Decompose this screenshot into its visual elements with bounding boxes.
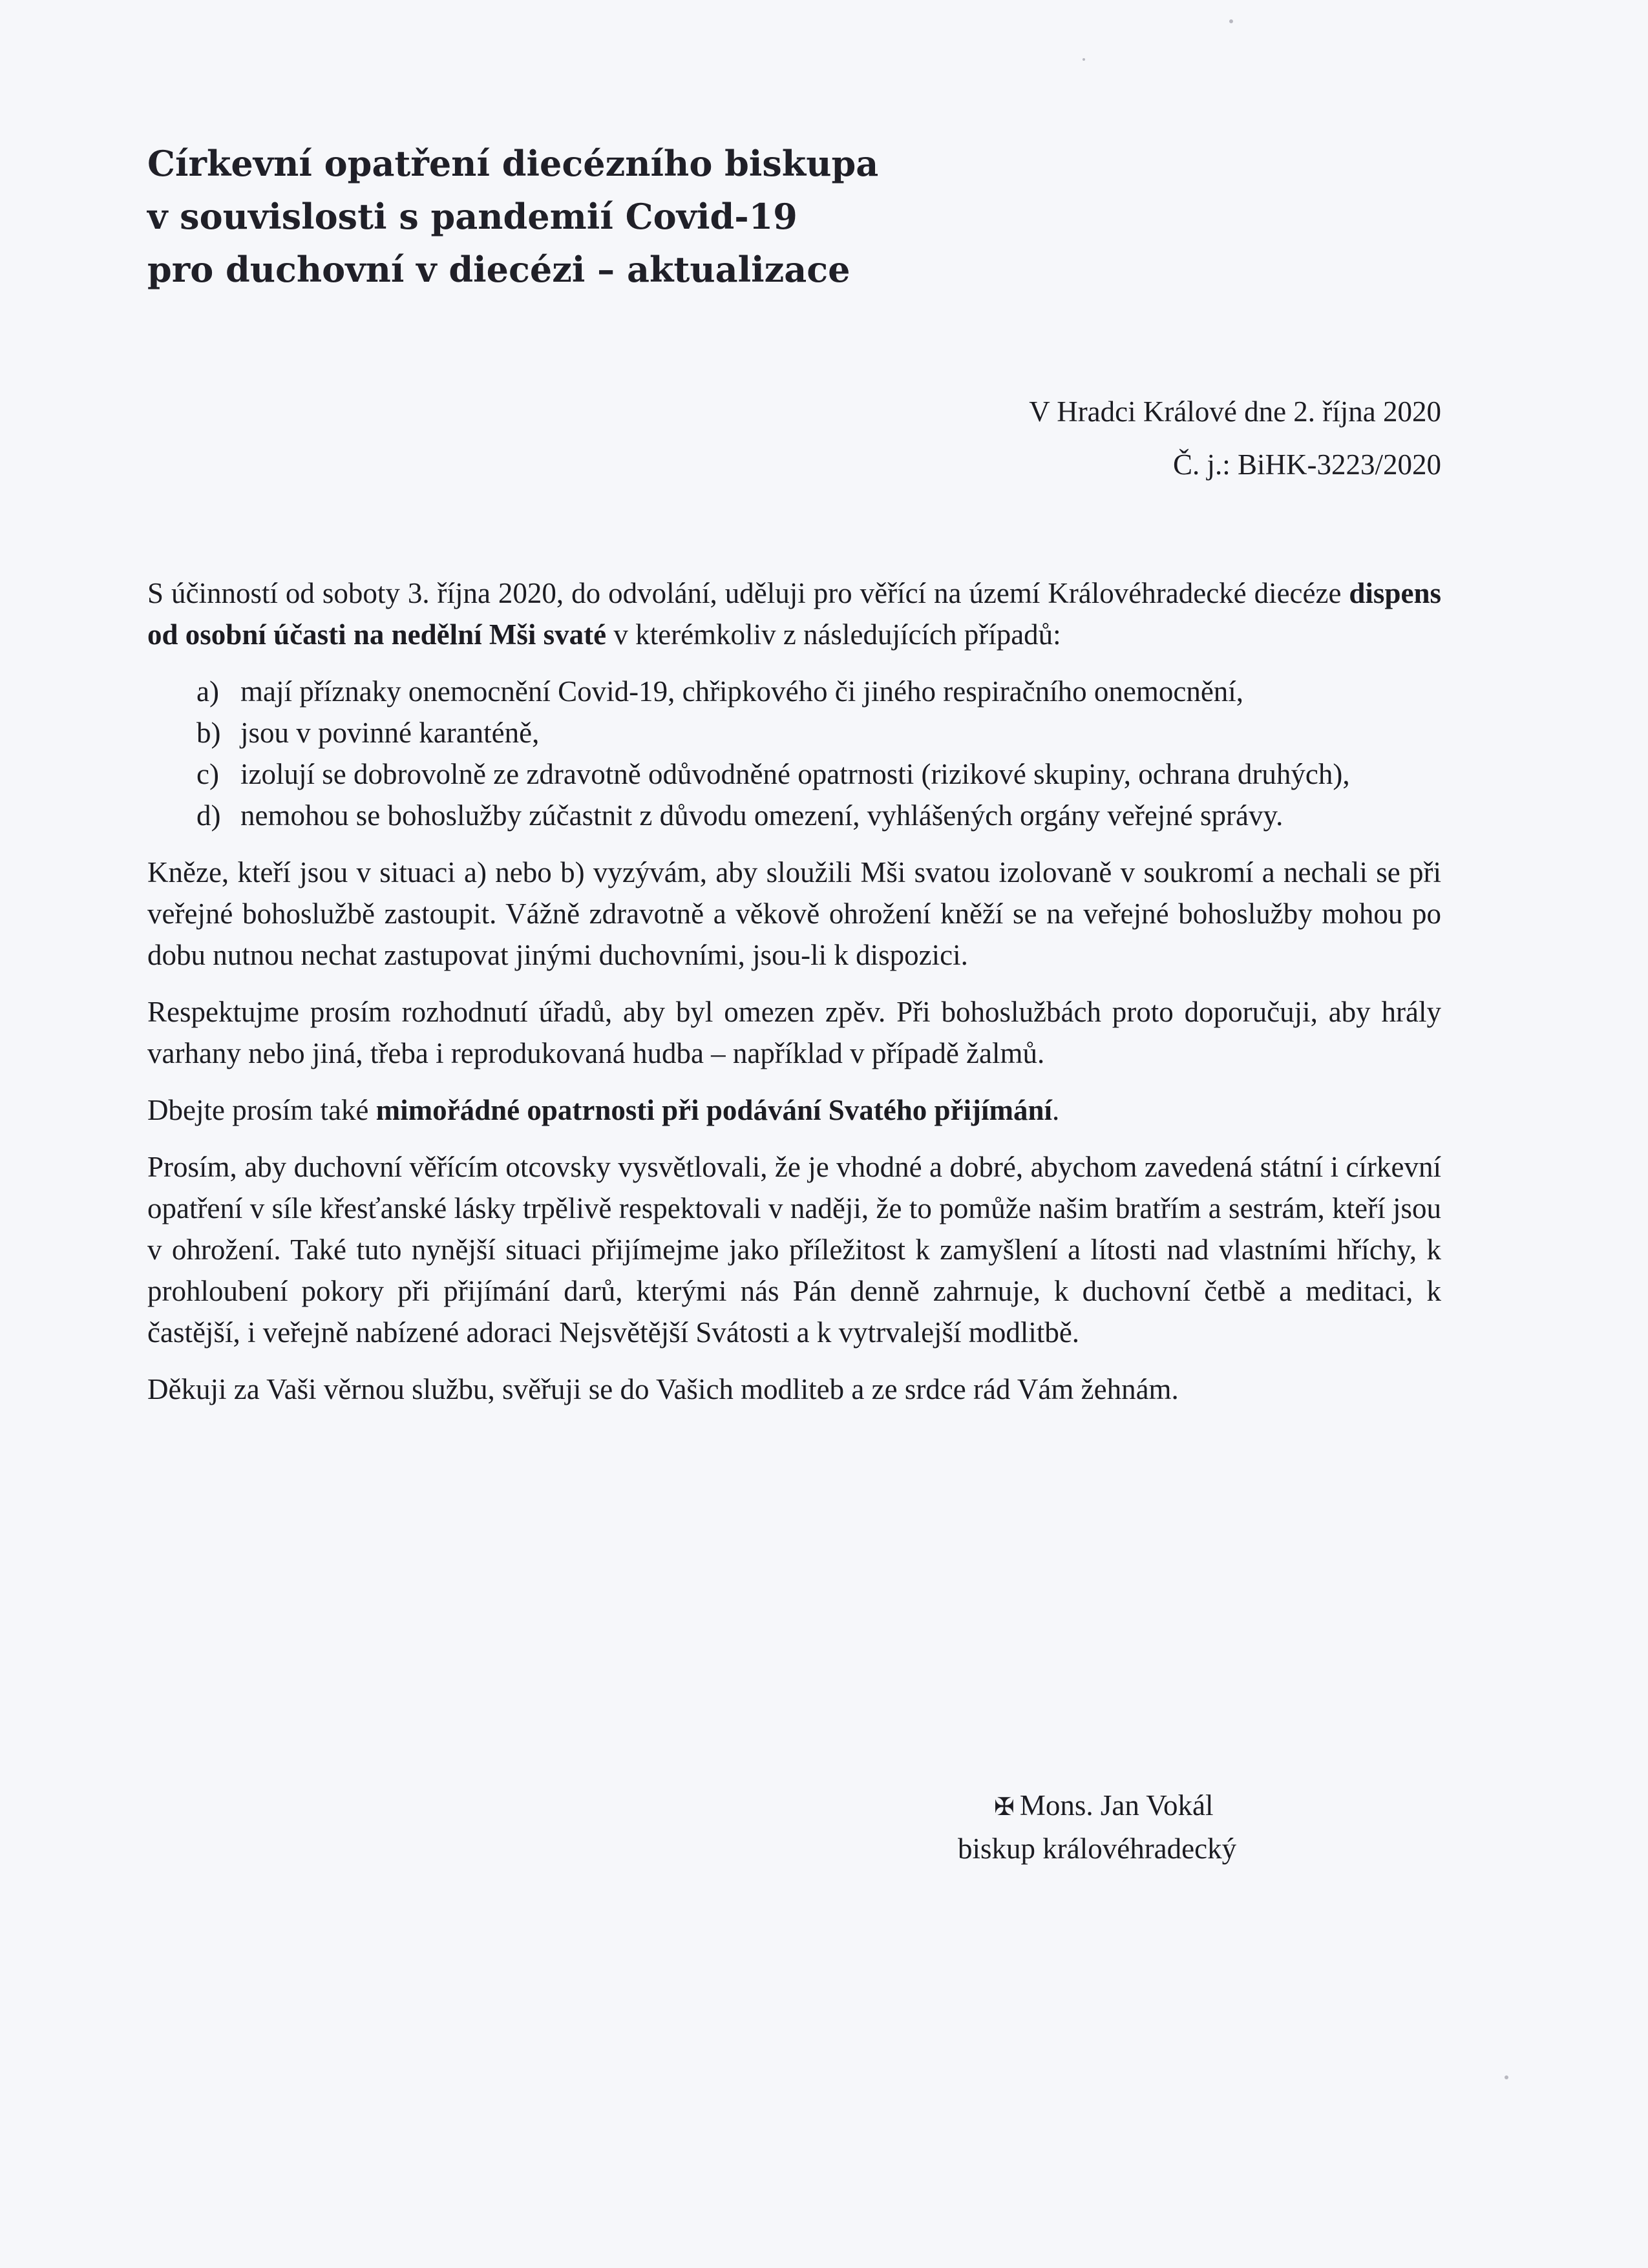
intro-bold: dispens od osobní účasti na nedělní Mši svaté xyxy=(147,577,1441,651)
cases-list xyxy=(147,671,1441,836)
list-item-label: b) xyxy=(196,717,221,749)
intro-paragraph xyxy=(147,572,1441,655)
list-item-text: jsou v povinné karanténě, xyxy=(240,717,540,749)
signature-name-line xyxy=(958,1785,1236,1828)
list-item-text: mají příznaky onemocnění Covid-19, chřipkového či jiného respiračního onemocnění, xyxy=(240,675,1244,708)
title-line-1: Církevní opatření diecézního biskupa xyxy=(147,143,879,184)
list-item-text: nemohou se bohoslužby zúčastnit z důvodu omezení, vyhlášených orgány veřejné správy. xyxy=(240,799,1284,832)
signature-role: biskup královéhradecký xyxy=(958,1832,1237,1865)
list-item-label: a) xyxy=(196,675,219,708)
list-item-label: d) xyxy=(196,799,221,832)
scan-speck xyxy=(1505,2075,1508,2079)
thanks-paragraph: Děkuji za Vaši věrnou službu, svěřuji se do Vašich modliteb a ze srdce rád Vám žehnám. xyxy=(147,1373,1179,1405)
intro-text-before: S účinností od soboty 3. října 2020, do odvolání, uděluji pro věřící na území Královéhradecké diecéze xyxy=(147,577,1349,609)
date-reference-block xyxy=(1029,385,1441,491)
title-line-2: v souvislosti s pandemií Covid-19 xyxy=(147,196,798,237)
letter-body xyxy=(147,572,1441,1425)
cross-icon: ✠ xyxy=(994,1794,1015,1821)
list-item-text: izolují se dobrovolně ze zdravotně odůvodněné opatrnosti (rizikové skupiny, ochrana druhých), xyxy=(240,758,1350,790)
singing-paragraph: Respektujme prosím rozhodnutí úřadů, aby byl omezen zpěv. Při bohoslužbách proto doporučuji, aby hrály varhany nebo jiná, třeba i reprodukovaná hudba – například v případě žalmů. xyxy=(147,996,1441,1069)
list-item xyxy=(147,753,1441,795)
list-item xyxy=(147,795,1441,836)
signature-block xyxy=(958,1785,1236,1869)
list-item xyxy=(147,712,1441,753)
list-item xyxy=(147,671,1441,712)
communion-paragraph xyxy=(147,1089,1441,1131)
communion-text-after: . xyxy=(1052,1094,1060,1126)
title-line-3: pro duchovní v diecézi – aktualizace xyxy=(147,249,850,290)
place-date: V Hradci Králové dne 2. října 2020 xyxy=(1029,395,1441,428)
scan-speck xyxy=(1083,58,1085,61)
intro-text-after: v kterémkoliv z následujících případů: xyxy=(606,618,1061,651)
explain-paragraph: Prosím, aby duchovní věřícím otcovsky vysvětlovali, že je vhodné a dobré, abychom zavedená státní i církevní opatření v síle křesťanské lásky trpělivě respektovali v naději, že to pomůže našim bratřím a sestrám, kteří jsou v ohrožení. Také tuto nynější situaci přijímejme jako příležitost k zamyšlení a lítosti nad vlastními hříchy, k prohloubení pokory při přijímání darů, kterými nás Pán denně zahrnuje, k duchovní četbě a meditaci, k častější, i veřejně nabízené adoraci Nejsvětější Svátosti a k vytrvalejší modlitbě. xyxy=(147,1151,1441,1349)
communion-bold: mimořádné opatrnosti při podávání Svatého přijímání xyxy=(375,1094,1052,1126)
communion-text-before: Dbejte prosím také xyxy=(147,1094,376,1126)
priests-paragraph: Kněze, kteří jsou v situaci a) nebo b) vyzývám, aby sloužili Mši svatou izolovaně v soukromí a nechali se při veřejné bohoslužbě zastoupit. Vážně zdravotně a věkově ohrožení kněží se na veřejné bohoslužby mohou po dobu nutnou nechat zastupovat jinými duchovními, jsou-li k dispozici. xyxy=(147,856,1441,971)
scan-speck xyxy=(1229,19,1233,23)
list-item-label: c) xyxy=(196,758,219,790)
reference-number: Č. j.: BiHK-3223/2020 xyxy=(1172,448,1441,481)
signature-name: Mons. Jan Vokál xyxy=(1019,1789,1214,1822)
document-title xyxy=(147,137,1311,296)
